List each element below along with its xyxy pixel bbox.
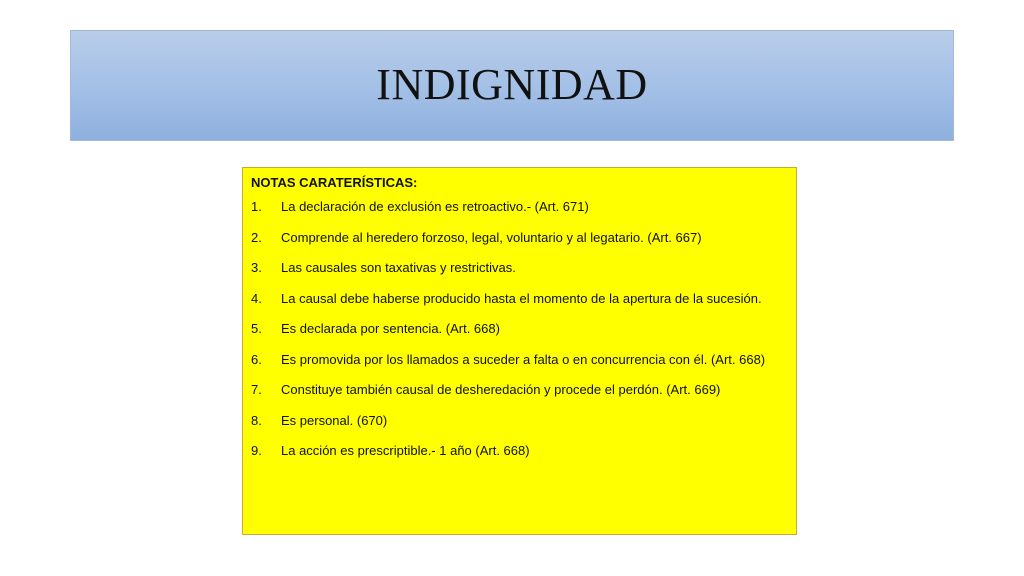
list-item — [251, 442, 788, 473]
list-item-text: La causal debe haberse producido hasta el momento de la apertura de la sucesión. — [281, 290, 762, 306]
list-item — [251, 198, 788, 229]
list-item-text: Comprende al heredero forzoso, legal, voluntario y al legatario. (Art. 667) — [281, 229, 702, 245]
list-item-number: 4. — [251, 290, 262, 306]
notes-heading: NOTAS CARATERÍSTICAS: — [251, 175, 418, 190]
list-item-text: La acción es prescriptible.- 1 año (Art. 668) — [281, 443, 530, 458]
slide-title: INDIGNIDAD — [376, 60, 648, 109]
list-item-number: 8. — [251, 412, 262, 428]
list-item-text: Es promovida por los llamados a suceder a falta o en concurrencia con él. (Art. 668) — [281, 351, 766, 367]
list-item-text: Constituye también causal de desheredación y procede el perdón. (Art. 669) — [281, 382, 721, 397]
list-item — [251, 412, 788, 443]
list-item-text: Las causales son taxativas y restrictivas. — [281, 260, 516, 275]
list-item — [251, 320, 788, 351]
notes-list — [251, 198, 788, 473]
list-item — [251, 351, 788, 382]
list-item — [251, 290, 788, 321]
list-item-number: 3. — [251, 260, 262, 275]
notes-box — [242, 167, 797, 535]
list-item-number: 2. — [251, 229, 262, 245]
list-item-text: Es declarada por sentencia. (Art. 668) — [281, 321, 500, 336]
list-item-text: La declaración de exclusión es retroactivo.- (Art. 671) — [281, 199, 589, 214]
list-item-number: 6. — [251, 351, 262, 367]
list-item-text: Es personal. (670) — [281, 412, 388, 428]
list-item-number: 1. — [251, 199, 262, 214]
list-item-number: 7. — [251, 382, 262, 397]
list-item-number: 9. — [251, 443, 262, 458]
list-item-number: 5. — [251, 321, 262, 336]
list-item — [251, 229, 788, 260]
list-item — [251, 381, 788, 412]
list-item — [251, 259, 788, 290]
title-banner — [70, 30, 954, 141]
